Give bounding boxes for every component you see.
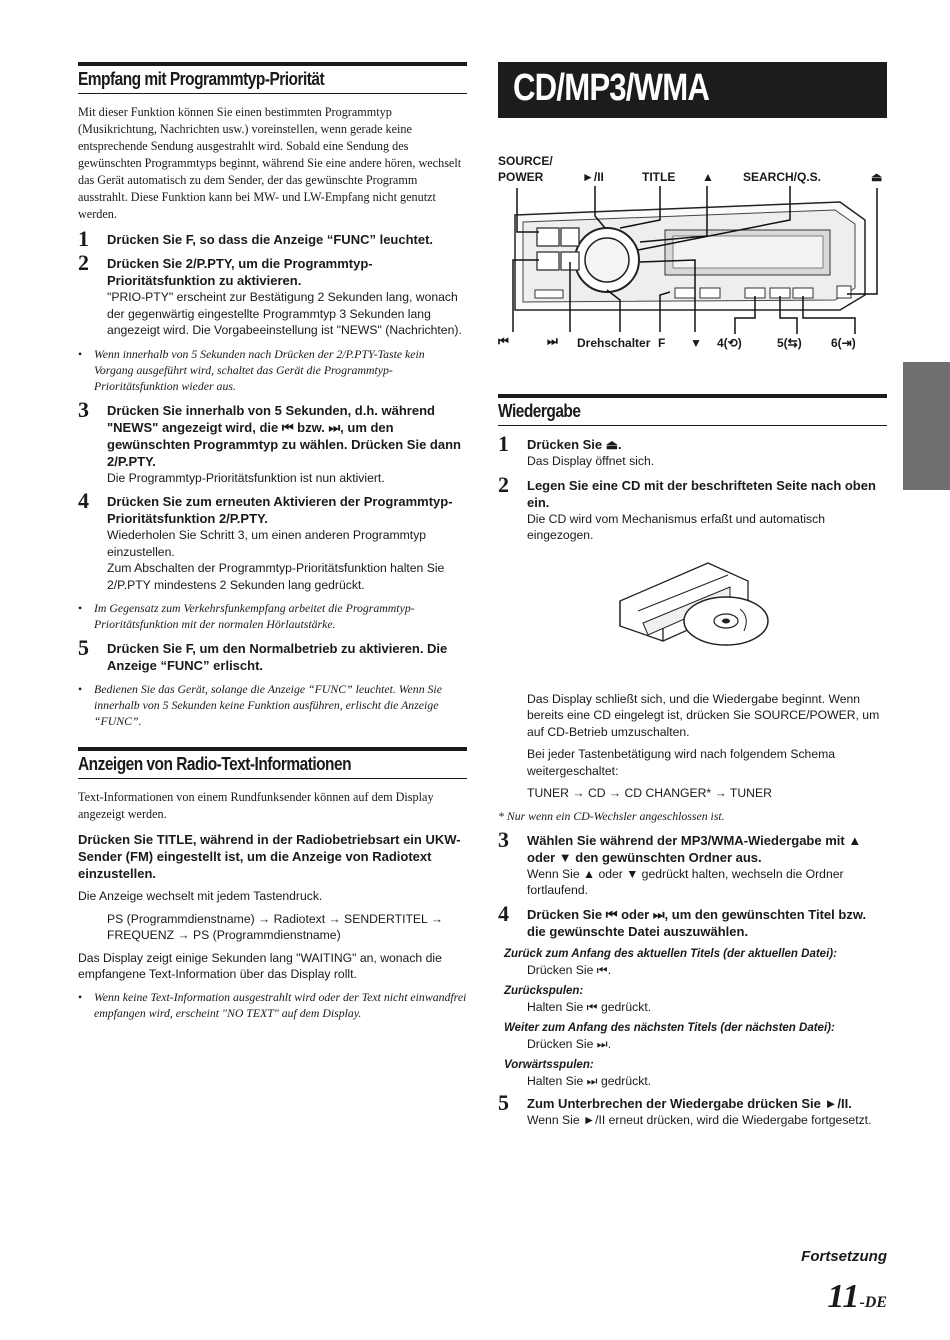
label-title: TITLE (642, 170, 676, 184)
step-number: 3 (78, 396, 89, 422)
bullet-icon: • (78, 601, 83, 615)
bullet-icon: • (78, 989, 83, 1004)
chapter-side-tab (903, 362, 950, 490)
sub-body: Drücken Sie ⏮. (527, 962, 612, 977)
step-body: Die CD wird vom Mechanismus erfaßt und automatisch eingezogen. (527, 511, 826, 542)
paragraph: Die Anzeige wechselt mit jedem Tastendruck. (78, 889, 323, 903)
paren-close: ) (737, 336, 742, 350)
sub-label: Zurückspulen: (504, 984, 584, 997)
sub-label: Weiter zum Anfang des nächsten Titels (der nächsten Datei): (504, 1021, 835, 1034)
note (78, 681, 467, 729)
step-number: 4 (498, 900, 509, 926)
step-2 (498, 471, 887, 544)
step-number: 5 (498, 1089, 509, 1115)
note (78, 346, 467, 394)
section-title: Empfang mit Programmtyp-Priorität (78, 69, 325, 89)
step-body: Wenn Sie ▲ oder ▼ gedrückt halten, wechseln die Ordner fortlaufend. (527, 866, 844, 897)
section-title: Anzeigen von Radio-Text-Informationen (78, 754, 352, 774)
bullet-icon: • (78, 346, 83, 361)
section-heading-radiotext (78, 747, 467, 779)
bullet-icon: • (78, 682, 83, 696)
section-title: Wiedergabe (498, 401, 581, 421)
note-text: Wenn keine Text-Information ausgestrahlt wird oder der Text nicht einwandfrei empfangen wird, erscheint "NO TEXT" auf dem Display. (94, 989, 467, 1020)
button-5-text: 5( (777, 336, 788, 350)
step-4 (498, 900, 887, 940)
step-body: Wenn Sie ►/II erneut drücken, wird die Wiedergabe fortgesetzt. (527, 1112, 872, 1127)
paragraph: Bei jeder Tastenbetätigung wird nach folgendem Schema weitergeschaltet: (527, 747, 836, 778)
step-title: Drücken Sie ⏏. (527, 437, 622, 452)
paragraph: Das Display zeigt einige Sekunden lang "WAITING" an, wonach die empfangene Text-Information über das Display rollt. (78, 950, 442, 981)
instruction: Drücken Sie TITLE, während in der Radiobetriebsart ein UKW-Sender (FM) eingestellt ist, um die Anzeige von Radiotext einzustellen. (78, 832, 461, 881)
button-6-text: 6( (831, 336, 842, 350)
step-number: 3 (498, 826, 509, 852)
step-title: Drücken Sie ⏮ oder ⏭, um den gewünschten Titel bzw. die gewünschte Datei auszuwählen. (527, 906, 867, 939)
label-up: ▲ (702, 170, 714, 184)
paragraph: Das Display schließt sich, und die Wiedergabe beginnt. Wenn bereits eine CD eingelegt ist, drücken Sie SOURCE/POWER, um auf CD-Betrieb umzuschalten. (527, 691, 880, 739)
sub-label: Zurück zum Anfang des aktuellen Titels (der aktuellen Datei): (504, 947, 837, 960)
footnote: * Nur wenn ein CD-Wechsler angeschlossen ist. (498, 808, 725, 823)
note (78, 600, 467, 632)
shuffle-icon: ⇆ (787, 336, 798, 350)
intro-paragraph: Mit dieser Funktion können Sie einen bestimmten Programmtyp (Musikrichtung, Nachrichten usw.) voreinstellen, wenn gerade keine entsprechende Sendung ausgestrahlt wird. Sobald eine Sendung des gewünschten Programmtyps beginnt, während Sie eine andere hören, wechselt das Gerät automatisch zu dem Sender, der das gewünschte Programm ausstrahlt. Diese Funktion kann bei MW- und LW-Empfang nicht genutzt werden. (78, 105, 462, 221)
scan-icon: ⇥ (841, 336, 852, 350)
step-title: Drücken Sie F, um den Normalbetrieb zu aktivieren. Die Anzeige “FUNC” erlischt. (107, 641, 448, 673)
section-heading-pty (78, 62, 467, 94)
step-title: Drücken Sie zum erneuten Aktivieren der Programmtyp-Prioritätsfunktion 2/P.PTY. (107, 494, 453, 526)
step-title: Drücken Sie innerhalb von 5 Sekunden, d.h. während "NEWS" angezeigt wird, die ⏮ bzw. ⏭, um den gewünschten Programmtyp zu wählen. Drücken Sie dann 2/P.PTY. (107, 402, 461, 469)
intro-paragraph: Text-Informationen von einem Rundfunksender können auf dem Display angezeigt werden. (78, 790, 434, 821)
step-5 (498, 1089, 887, 1129)
note-text: Wenn innerhalb von 5 Sekunden nach Drücken der 2/P.PTY-Taste kein Vorgang ausgeführt wird, schaltet das Gerät die Programmtyp-Prioritätsfunktion wieder aus. (94, 346, 425, 393)
page-number (827, 1278, 887, 1316)
device-drawing (495, 150, 890, 355)
step-title: Drücken Sie F, so dass die Anzeige “FUNC” leuchtet. (107, 232, 434, 247)
step-title: Drücken Sie 2/P.PTY, um die Programmtyp-Prioritätsfunktion zu aktivieren. (107, 256, 373, 288)
step-2 (78, 250, 467, 339)
cd-insert-drawing (498, 551, 887, 691)
cd-insert-figure (498, 551, 887, 691)
label-power: POWER (498, 170, 544, 184)
label-f: F (658, 336, 666, 350)
continued-label: Fortsetzung (801, 1248, 887, 1265)
step-1 (498, 431, 887, 470)
step-number: 1 (498, 431, 509, 456)
label-button-5 (777, 336, 802, 350)
right-column (498, 394, 887, 1135)
step-body: "PRIO-PTY" erscheint zur Bestätigung 2 Sekunden lang, wonach der gegenwärtig eingestellte Programmtyp 3 Sekunden lang angezeigt wird. Die Vorgabeeinstellung ist "NEWS" (Nachrichten). (107, 290, 462, 337)
chapter-title: CD/MP3/WMA (513, 67, 710, 109)
step-number: 1 (78, 226, 89, 251)
step-number: 5 (78, 635, 89, 660)
label-play-pause: ►/II (582, 170, 604, 184)
label-search: SEARCH/Q.S. (743, 170, 822, 184)
step-title: Zum Unterbrechen der Wiedergabe drücken Sie ►/II. (527, 1095, 852, 1111)
step-number: 2 (498, 471, 509, 497)
label-down: ▼ (690, 336, 702, 350)
chapter-banner (498, 62, 887, 118)
label-eject: ⏏ (871, 170, 883, 184)
sub-label: Vorwärtsspulen: (504, 1058, 594, 1071)
step-body: Das Display öffnet sich. (527, 454, 655, 468)
step-4 (78, 488, 467, 593)
step-number: 2 (78, 250, 89, 275)
sub-body: Halten Sie ⏮ gedrückt. (527, 999, 652, 1014)
left-column (78, 62, 467, 1029)
page-suffix: -DE (859, 1294, 887, 1311)
label-source: SOURCE/ (498, 154, 553, 168)
section-heading-playback (498, 394, 887, 426)
sub-body: Halten Sie ⏭ gedrückt. (527, 1073, 652, 1088)
step-5 (78, 635, 467, 674)
label-button-4 (717, 336, 742, 350)
step-1 (78, 226, 467, 251)
paren-close: ) (851, 336, 856, 350)
note-text: Im Gegensatz zum Verkehrsfunkempfang arbeitet die Programmtyp-Prioritätsfunktion mit der normalen Hörlautstärke. (94, 601, 415, 631)
sequence: PS (Programmdienstname) → Radiotext → SENDERTITEL → FREQUENZ → PS (Programmdienstname) (107, 911, 443, 942)
label-knob: Drehschalter (577, 336, 651, 350)
step-title: Legen Sie eine CD mit der beschrifteten Seite nach oben ein. (527, 477, 876, 510)
step-title: Wählen Sie während der MP3/WMA-Wiedergabe mit ▲ oder ▼ den gewünschten Ordner aus. (527, 832, 862, 865)
sub-body: Drücken Sie ⏭. (527, 1036, 612, 1051)
device-diagram (495, 150, 890, 355)
step-3 (78, 396, 467, 487)
label-button-6 (831, 336, 856, 350)
label-prev: ⏮ (498, 334, 509, 348)
page-number-value: 11 (827, 1278, 860, 1315)
note (78, 989, 467, 1021)
repeat-icon: ⟲ (727, 336, 738, 350)
step-3 (498, 826, 887, 899)
step-body: Die Programmtyp-Prioritätsfunktion ist nun aktiviert. (107, 470, 385, 485)
step-body: Zum Abschalten der Programmtyp-Prioritätsfunktion halten Sie 2/P.PTY mindestens 2 Sekunden lang gedrückt. (107, 561, 445, 592)
step-body: Wiederholen Sie Schritt 3, um einen anderen Programmtyp einzustellen. (107, 528, 427, 559)
button-4-text: 4( (717, 336, 728, 350)
paren-close: ) (797, 336, 802, 350)
sequence: TUNER → CD → CD CHANGER* → TUNER (527, 786, 772, 800)
step-number: 4 (78, 488, 89, 513)
label-next: ⏭ (547, 334, 558, 348)
note-text: Bedienen Sie das Gerät, solange die Anzeige “FUNC” leuchtet. Wenn Sie innerhalb von 5 Sekunden keine Funktion ausführen, erlischt die Anzeige “FUNC”. (94, 682, 442, 728)
